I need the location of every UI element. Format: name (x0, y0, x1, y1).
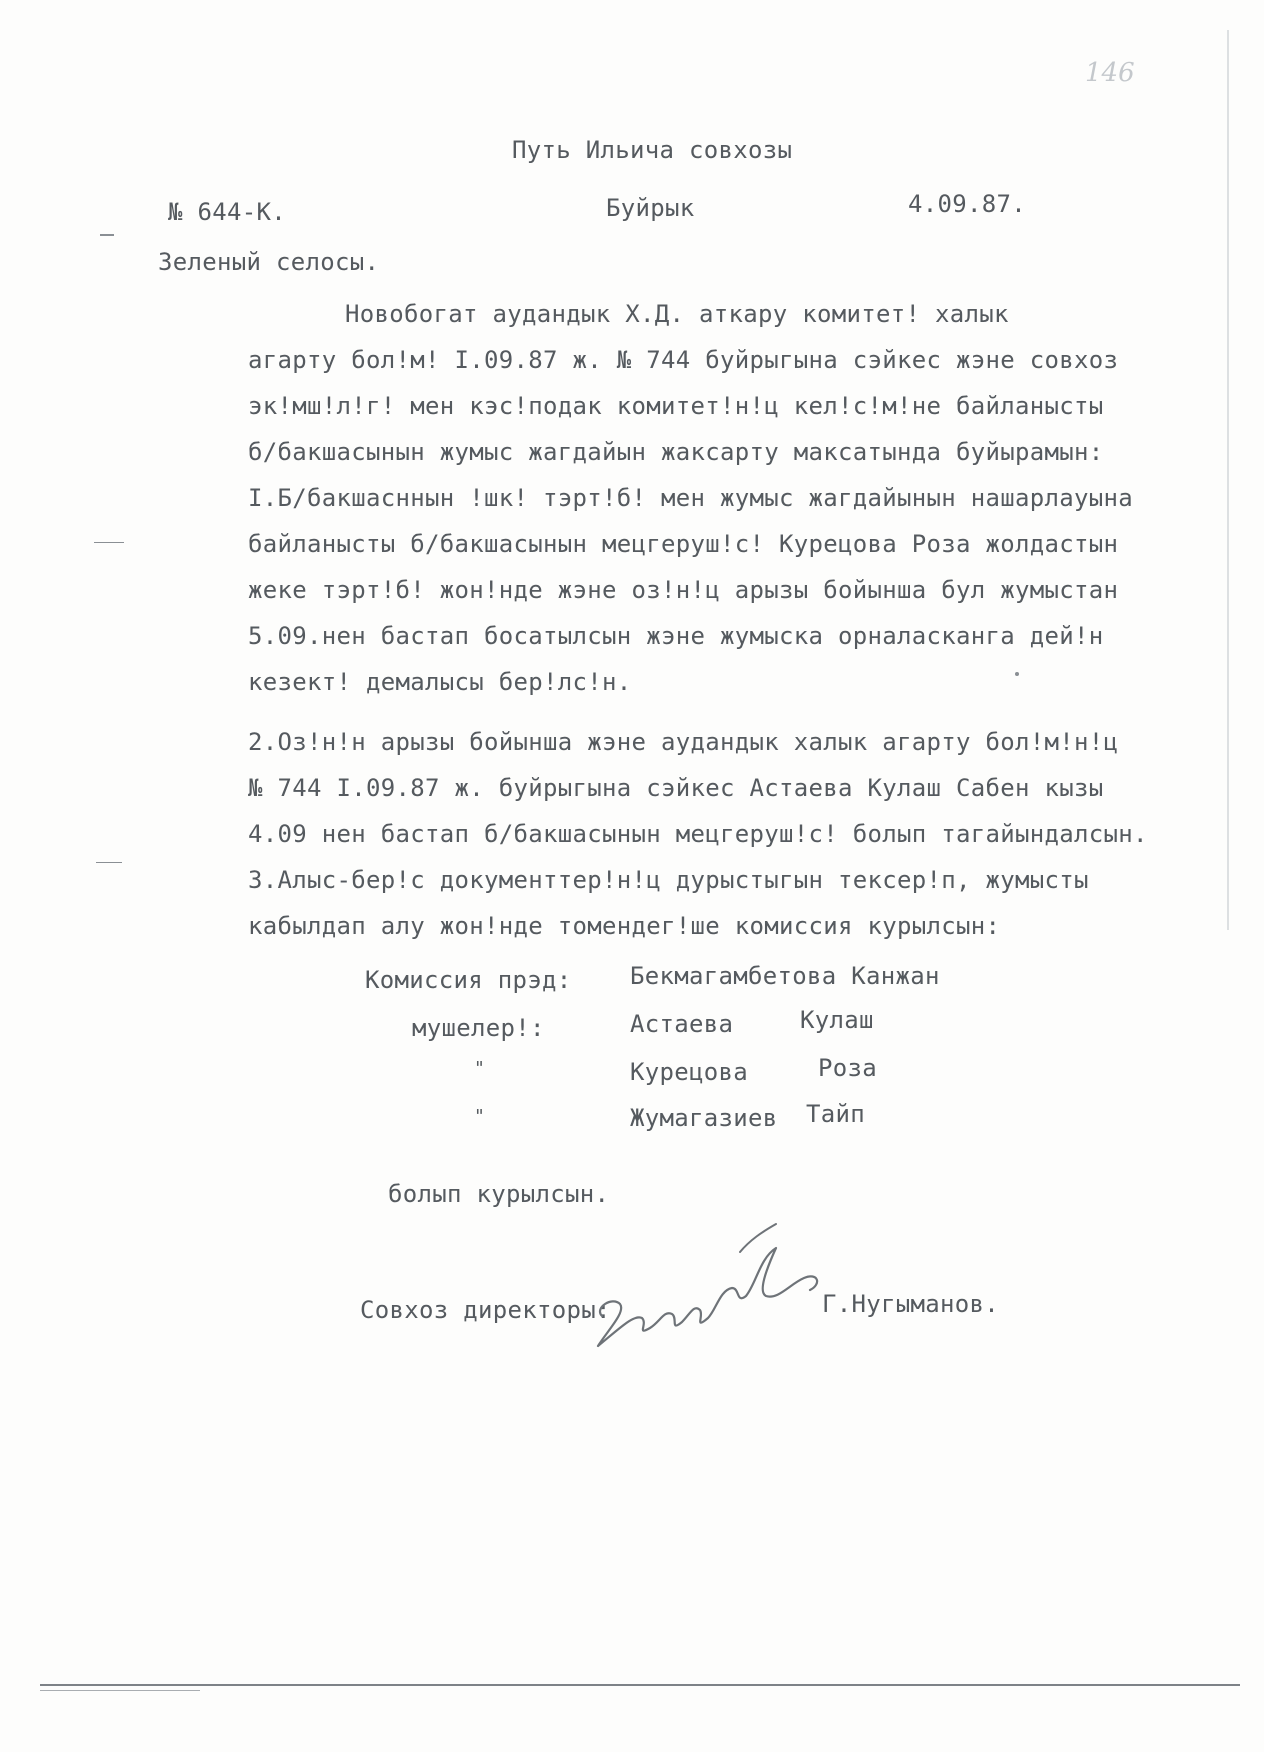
margin-mark (94, 542, 124, 543)
document-type: Буйрык (606, 194, 695, 222)
body-line: эк!мш!л!г! мен кэс!подак комитет!н!ц кел!с!м!не байланысты (248, 392, 1104, 420)
location-line: Зеленый селосы. (158, 248, 380, 276)
commission-members-label: мушелер!: (412, 1014, 545, 1042)
body-line: байланысты б/бакшасынын мецгеруш!с! Курецова Роза жолдастын (248, 530, 1119, 558)
body-line: I.Б/бакшасннын !шк! тэрт!б! мен жумыс жагдайынын нашарлауына (248, 484, 1133, 512)
body-line: Новобогат аудандык Х.Д. аткару комитет! халык (345, 300, 1009, 328)
body-line: 5.09.нен бастап босатылсын жэне жумыска орналасканга дей!н (248, 622, 1104, 650)
document-number: № 644-К. (168, 198, 286, 226)
body-line: жеке тэрт!б! жон!нде жэне оз!н!ц арызы бойынша бул жумыстан (248, 576, 1119, 604)
body-line: № 744 I.09.87 ж. буйрыгына сэйкес Астаева Кулаш Сабен кызы (248, 774, 1104, 802)
member-surname: Астаева (630, 1010, 734, 1038)
member-first-name: Тайп (806, 1100, 865, 1128)
handwritten-signature (590, 1218, 830, 1358)
member-first-name: Кулаш (800, 1006, 874, 1034)
member-surname: Жумагазиев (630, 1104, 778, 1132)
member-first-name: Роза (818, 1054, 877, 1082)
body-line: кезект! демалысы бер!лс!н. (248, 668, 632, 696)
org-title: Путь Ильича совхозы (512, 136, 793, 164)
body-line: кабылдап алу жон!нде томендег!ше комиссия курылсын: (248, 912, 1001, 940)
commission-chair-name: Бекмагамбетова Канжан (630, 962, 940, 990)
body-line: 2.Оз!н!н арызы бойынша жэне аудандык халык агарту бол!м!н!ц (248, 728, 1119, 756)
closing-line: болып курылсын. (388, 1180, 610, 1208)
body-line: 4.09 нен бастап б/бакшасынын мецгеруш!с! болып тагайындалсын. (248, 820, 1148, 848)
signature-title: Совхоз директоры: (360, 1296, 611, 1324)
body-line: 3.Алыс-бер!с документтер!н!ц дурыстыгын тексер!п, жумысты (248, 866, 1089, 894)
bottom-rule (40, 1684, 1240, 1686)
director-name: Г.Нугыманов. (822, 1290, 999, 1318)
ditto-mark: " (474, 1106, 486, 1127)
document-date: 4.09.87. (908, 190, 1026, 218)
margin-mark (96, 862, 122, 863)
ditto-mark: " (474, 1058, 486, 1079)
bottom-rule-fragment (40, 1690, 200, 1691)
member-surname: Курецова (630, 1058, 748, 1086)
commission-chair-label: Комиссия прэд: (365, 966, 572, 994)
body-line: агарту бол!м! I.09.87 ж. № 744 буйрыгына сэйкес жэне совхоз (248, 346, 1119, 374)
page-edge-shadow (1227, 30, 1229, 930)
archive-number: 146 (1085, 58, 1135, 88)
body-line: б/бакшасынын жумыс жагдайын жаксарту максатында буйырамын: (248, 438, 1104, 466)
ink-dot (1015, 672, 1019, 676)
margin-mark (100, 234, 114, 236)
